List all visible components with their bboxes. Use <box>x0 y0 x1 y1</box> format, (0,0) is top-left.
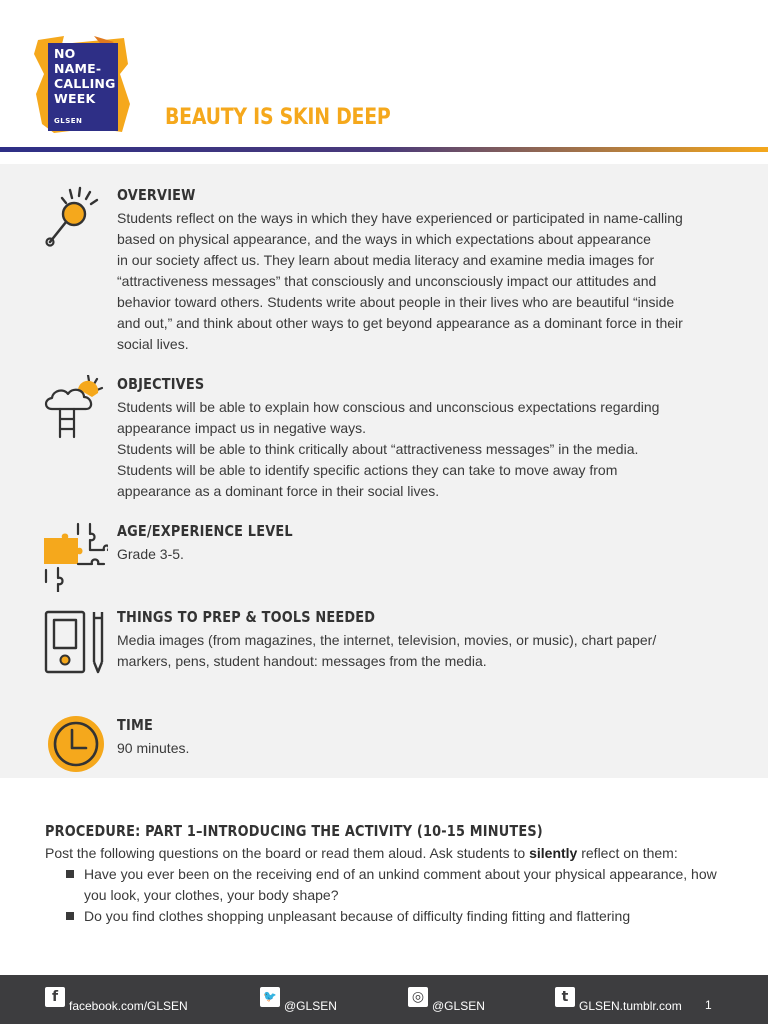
facebook-url: facebook.com/GLSEN <box>69 998 188 1013</box>
overview-text <box>117 208 729 355</box>
tumblr-url: GLSEN.tumblr.com <box>579 998 682 1013</box>
ladder-cloud-sun-icon <box>42 375 108 445</box>
age-line: Grade 3-5. <box>117 546 184 562</box>
logo-line: WEEK <box>54 91 96 106</box>
procedure-intro-text-end: reflect on them: <box>577 845 678 861</box>
bullet-square-icon <box>66 870 74 878</box>
logo-line: NAME- <box>54 61 102 76</box>
time-line: 90 minutes. <box>117 740 190 756</box>
overview-heading: OVERVIEW <box>117 186 196 204</box>
twitter-icon: 🐦 <box>260 987 280 1007</box>
objectives-heading: OBJECTIVES <box>117 375 205 393</box>
procedure-question-list <box>45 864 735 927</box>
clock-icon <box>42 716 108 786</box>
time-heading: TIME <box>117 716 153 734</box>
instagram-icon: ◎ <box>408 987 428 1007</box>
logo-line: NO <box>54 46 76 61</box>
page-title: BEAUTY IS SKIN DEEP <box>165 105 391 130</box>
tools-line: markers, pens, student handout: messages from the media. <box>117 653 487 669</box>
overview-line: in our society affect us. They learn about media literacy and examine media images for <box>117 252 655 268</box>
age-heading: AGE/EXPERIENCE LEVEL <box>117 522 293 540</box>
facebook-icon: f <box>45 987 65 1007</box>
list-item <box>45 906 735 927</box>
overview-line: social lives. <box>117 336 189 352</box>
tools-heading: THINGS TO PREP & TOOLS NEEDED <box>117 608 376 626</box>
magnifier-light-icon <box>42 186 108 256</box>
time-text <box>117 738 729 759</box>
header-divider <box>0 147 768 152</box>
logo-line: CALLING <box>54 76 116 91</box>
footer-facebook-link[interactable] <box>45 975 188 1024</box>
page-number: 1 <box>705 998 712 1012</box>
twitter-handle: @GLSEN <box>284 998 337 1013</box>
tumblr-icon: t <box>555 987 575 1007</box>
question-text: Have you ever been on the receiving end of an unkind comment about your physical appearance, how you look, your clothes, your body shape? <box>84 866 717 903</box>
logo-org: GLSEN <box>54 117 83 125</box>
objectives-text <box>117 397 729 502</box>
overview-line: Students reflect on the ways in which they have experienced or participated in name-calling <box>117 210 683 226</box>
age-text <box>117 544 729 565</box>
footer-twitter-link[interactable] <box>260 975 337 1024</box>
objectives-line: appearance as a dominant force in their social lives. <box>117 483 440 499</box>
list-item <box>45 864 735 906</box>
procedure-heading: PROCEDURE: PART 1–INTRODUCING THE ACTIVITY (10-15 MINUTES) <box>45 822 543 840</box>
overview-line: based on physical appearance, and the ways in which expectations about appearance <box>117 231 651 247</box>
puzzle-pieces-icon <box>42 522 108 592</box>
objectives-line: appearance impact us in negative ways. <box>117 420 367 436</box>
no-name-calling-week-logo <box>34 34 130 134</box>
objectives-line: Students will be able to explain how conscious and unconscious expectations regarding <box>117 399 660 415</box>
objectives-line: Students will be able to think critically about “attractiveness messages” in the media. <box>117 441 639 457</box>
procedure-intro-emphasis: silently <box>529 845 578 861</box>
footer-instagram-link[interactable] <box>408 975 485 1024</box>
footer-bar <box>0 975 768 1024</box>
footer-tumblr-link[interactable] <box>555 975 682 1024</box>
bullet-square-icon <box>66 912 74 920</box>
tools-text <box>117 630 729 672</box>
objectives-line: Students will be able to identify specific actions they can take to move away from <box>117 462 618 478</box>
procedure-intro <box>45 843 735 864</box>
tools-line: Media images (from magazines, the internet, television, movies, or music), chart paper/ <box>117 632 657 648</box>
overview-line: “attractiveness messages” that consciously and unconsciously impact our attitudes and <box>117 273 657 289</box>
overview-line: and out,” and think about other ways to get beyond appearance as a dominant force in their <box>117 315 683 331</box>
question-text: Do you find clothes shopping unpleasant because of difficulty finding fitting and flattering <box>84 908 631 924</box>
overview-line: behavior toward others. Students write about people in their lives who are beautiful “inside <box>117 294 675 310</box>
tablet-pencil-icon <box>42 608 108 678</box>
logo-text <box>54 46 116 106</box>
procedure-intro-text: Post the following questions on the board or read them aloud. Ask students to <box>45 845 530 861</box>
instagram-handle: @GLSEN <box>432 998 485 1013</box>
